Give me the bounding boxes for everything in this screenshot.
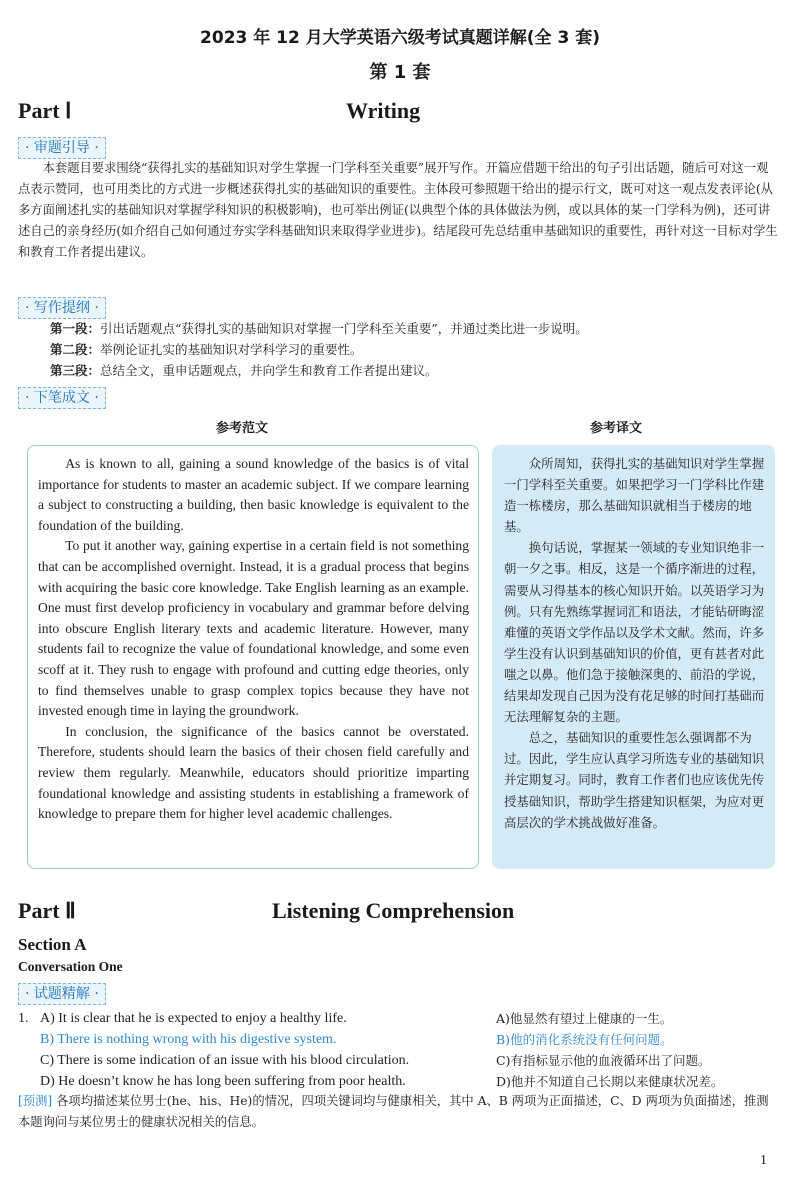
outline-item: 第三段：总结全文，重申话题观点，并向学生和教育工作者提出建议。 [50,363,438,378]
essay-paragraph: To put it another way, gaining expertise in a certain field is not something that can be accomplished overnight. Instead, it is a gradual process that begins with acquiring the basic core knowledge. Take English learning as an example. One must first develop proficiency in vocabulary and grammar before delving into obscure English literary texts and academic literature. However, many students fail to recognize the value of foundational knowledge, and some even scoff at it. They rush to engage with profound and cutting edge theories, only to find themselves unable to grasp complex topics because they have not invested enough time in laying the groundwork. [38,538,469,719]
question-number: 1. [18,1011,29,1026]
option-c-cn: C)有指标显示他的血液循环出了问题。 [496,1053,711,1068]
conversation-title: Conversation One [18,959,123,974]
part2-label: Part Ⅱ [18,898,76,923]
outline-item: 第一段：引出话题观点“获得扎实的基础知识对掌握一门学科至关重要”，并通过类比进一步说明。 [50,321,588,336]
prediction-label: [预测] [18,1094,53,1108]
prediction-text: 各项均描述某位男士(he、his、He)的情况，四项关键词均与健康相关，其中 A、B 两项为正面描述，C、D 两项为负面描述，推测本题询问与某位男士的健康状况相关的信息。 [18,1094,769,1129]
translation-paragraph: 换句话说，掌握某一领域的专业知识绝非一朝一夕之事。相反，这是一个循序渐进的过程，需要从习得基本的核心知识开始。以英语学习为例。只有先熟练掌握词汇和语法，才能钻研晦涩难懂的英语文学作品以及学术文献。然而，许多学生没有认识到基础知识的价值，更有甚者对此嗤之以鼻。他们急于接触深奥的、前沿的学说，结果却发现自己因为没有花足够的时间打基础而无法理解复杂的主题。 [504,540,765,725]
part1-title: Writing [346,98,421,123]
set-label: 第 1 套 [369,62,431,83]
essay-paragraph: In conclusion, the significance of the basics cannot be overstated. Therefore, students should learn the basics of their chosen field carefully and review them regularly. Meanwhile, educators should prioritize imparting foundational knowledge and assisting students in establishing a framework of knowledge to prepare them for higher level academic challenges. [38,723,469,822]
translation-heading: 参考译文 [590,421,643,436]
sample-essay-box [27,445,479,869]
part2-title: Listening Comprehension [272,898,515,923]
translation-box [492,445,775,869]
essay-paragraph: As is known to all, gaining a sound knowledge of the basics is of vital importance for students to master an academic subject. If we compare learning a subject to constructing a building, then basic knowledge is equivalent to the foundation of the building. [38,456,469,533]
document-title: 2023 年 12 月大学英语六级考试真题详解(全 3 套) [200,28,600,48]
translation-paragraph: 众所周知，获得扎实的基础知识对学生掌握一门学科至关重要。如果把学习一门学科比作建造一栋楼房，那么基础知识就相当于楼房的地基。 [504,456,765,535]
outline-list [50,318,780,381]
option-d-en: D) He doesn’t know he has long been suffering from poor health. [40,1074,406,1089]
outline-tag: · 写作提纲 · [18,297,106,319]
part1-label: Part Ⅰ [18,98,72,123]
outline-item: 第二段：举例论证扎实的基础知识对学科学习的重要性。 [50,342,363,357]
translation-paragraph: 总之，基础知识的重要性怎么强调都不为过。因此，学生应认真学习所选专业的基础知识并定期复习。同时，教育工作者们也应该优先传授基础知识，帮助学生搭建知识框架，为应对更高层次的学术挑战做好准备。 [504,730,765,830]
option-b-cn: B)他的消化系统没有任何问题。 [496,1032,673,1047]
option-a-cn: A)他显然有望过上健康的一生。 [496,1011,673,1026]
option-d-cn: D)他并不知道自己长期以来健康状况差。 [496,1074,724,1089]
option-b-en: B) There is nothing wrong with his digestive system. [40,1032,337,1047]
section-title: Section A [18,935,87,954]
writing-tag: · 下笔成文 · [18,387,106,409]
prediction [18,1091,780,1133]
page-number: 1 [760,1153,767,1168]
sample-heading: 参考范文 [216,421,269,436]
exercise-tag: · 试题精解 · [18,983,106,1005]
analysis-tag: · 审题引导 · [18,137,106,159]
option-a-en: A) It is clear that he is expected to enjoy a healthy life. [40,1011,347,1026]
analysis-text: 本套题目要求围绕“获得扎实的基础知识对学生掌握一门学科至关重要”展开写作。开篇应借题干给出的句子引出话题，随后可对这一观点表示赞同，也可用类比的方式进一步概述获得扎实的基础知识的重要性。主体段可参照题干给出的提示行文，既可对这一观点发表评论(从多方面阐述扎实的基础知识对掌握学科知识的积极影响)，也可举出例证(以典型个体的具体做法为例，或以具体的某一门学科为例)，还可讲述自己的亲身经历(如介绍自己如何通过夯实学科基础知识来取得学业进步)。结尾段可先总结重申基础知识的重要性，再针对这一目标对学生和教育工作者提出建议。 [18,161,778,259]
option-c-en: C) There is some indication of an issue with his blood circulation. [40,1053,410,1068]
